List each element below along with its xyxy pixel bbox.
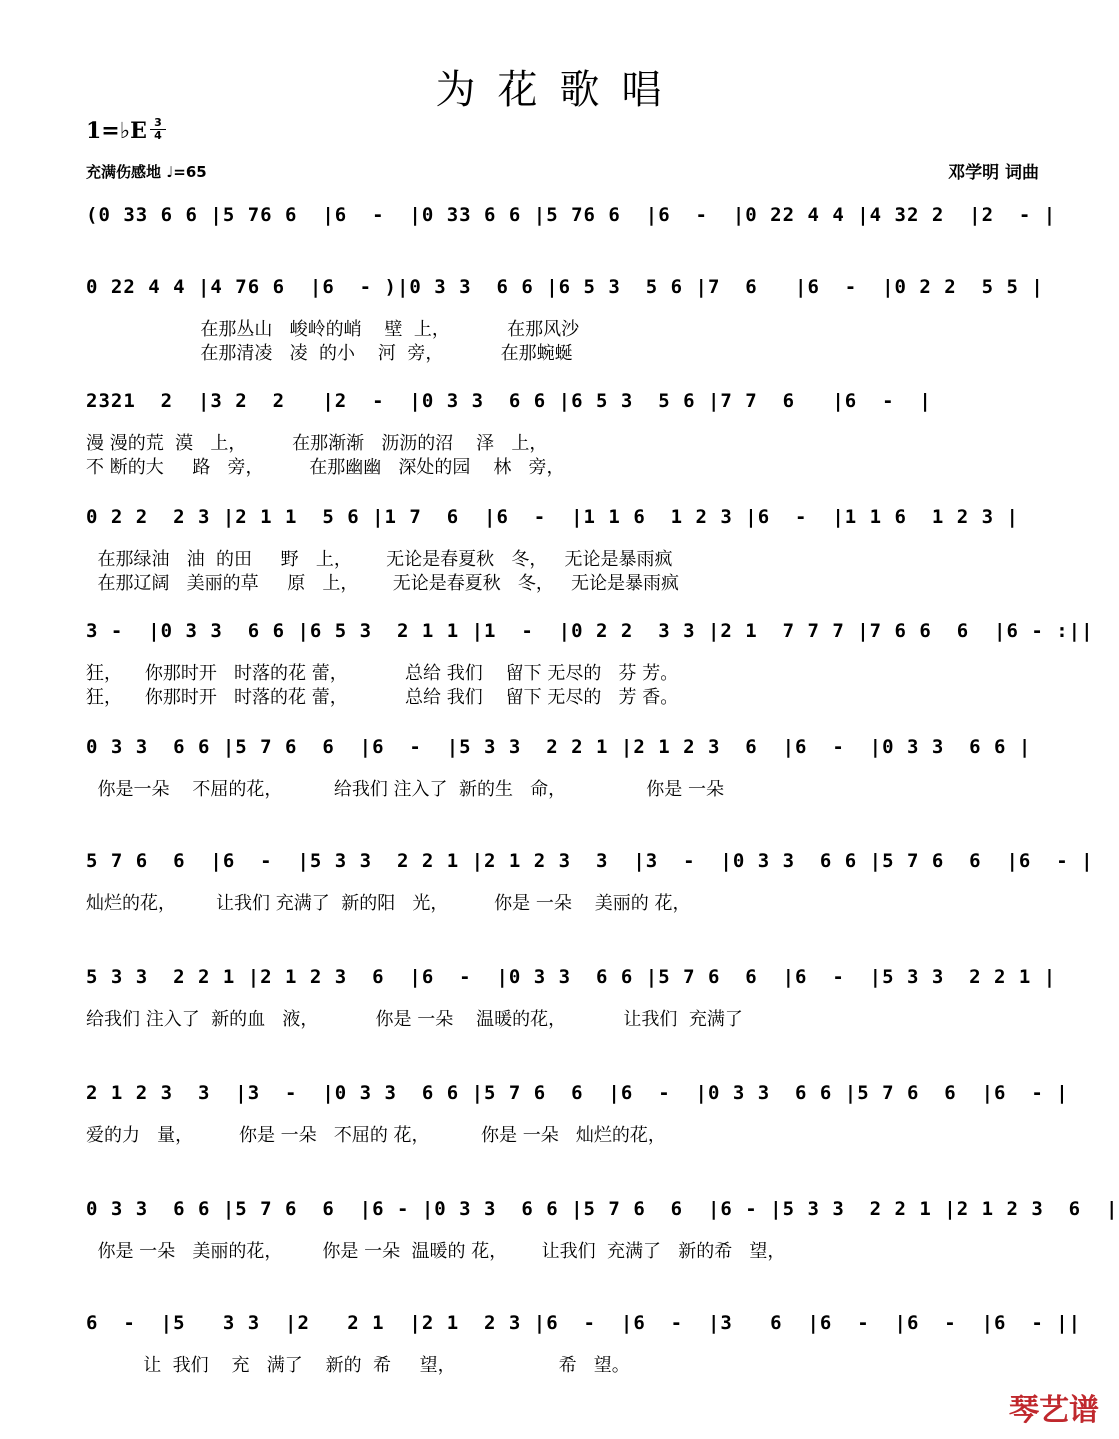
notation-line: 5 7 6 6 |6 - |5 3 3 2 2 1 |2 1 2 3 3 |3 - |0 3 3 6 6 |5 7 6 6 |6 - | (86, 850, 1094, 872)
tempo-marking: 充满伤感地 ♩=65 (86, 163, 207, 181)
lyric-verse-1: 漫 漫的荒 漠 上， 在那渐渐 沥沥的沼 泽 上， (86, 433, 548, 454)
song-title: 为花歌唱 (435, 67, 684, 113)
staff-system (0, 386, 1119, 486)
staff-system (0, 962, 1119, 1062)
lyric-verse-2: 不 断的大 路 旁， 在那幽幽 深处的园 林 旁， (86, 457, 565, 478)
notation-line: 0 3 3 6 6 |5 7 6 6 |6 - |0 3 3 6 6 |5 7 6 6 |6 - |5 3 3 2 2 1 |2 1 2 3 6 | (86, 1198, 1119, 1220)
notation-line: (0 33 6 6 |5 76 6 |6 - |0 33 6 6 |5 76 6 |6 - |0 22 4 4 |4 32 2 |2 - | (86, 204, 1057, 226)
lyric-verse-2: 在那清凌 凌 的小 河 旁， 在那蜿蜒 (86, 343, 573, 364)
notation-line: 2 1 2 3 3 |3 - |0 3 3 6 6 |5 7 6 6 |6 - |0 3 3 6 6 |5 7 6 6 |6 - | (86, 1082, 1069, 1104)
lyric-verse-1: 让 我们 充 满了 新的 希 望， 希 望。 (86, 1355, 630, 1376)
lyric-verse-1: 在那丛山 峻岭的峭 壁 上， 在那风沙 (86, 319, 580, 340)
staff-system (0, 272, 1119, 372)
staff-system (0, 1308, 1119, 1408)
lyric-verse-1: 你是一朵 不屈的花， 给我们 注入了 新的生 命， 你是 一朵 (86, 779, 724, 800)
lyric-verse-2: 在那辽阔 美丽的草 原 上， 无论是春夏秋 冬， 无论是暴雨疯 (86, 573, 680, 594)
notation-line: 0 2 2 2 3 |2 1 1 5 6 |1 7 6 |6 - |1 1 6 1 2 3 |6 - |1 1 6 1 2 3 | (86, 506, 1019, 528)
staff-system (0, 616, 1119, 716)
lyric-verse-1: 你是 一朵 美丽的花， 你是 一朵 温暖的 花， 让我们 充满了 新的希 望， (86, 1241, 786, 1262)
staff-system (0, 732, 1119, 832)
lyric-verse-1: 爱的力 量， 你是 一朵 不屈的 花， 你是 一朵 灿烂的花， (86, 1125, 666, 1146)
notation-line: 6 - |5 3 3 |2 2 1 |2 1 2 3 |6 - |6 - |3 6 |6 - |6 - |6 - || (86, 1312, 1082, 1334)
notation-line: 3 - |0 3 3 6 6 |6 5 3 2 1 1 |1 - |0 2 2 3 3 |2 1 7 7 7 |7 6 6 6 |6 - :|| (86, 620, 1094, 642)
staff-system (0, 502, 1119, 602)
time-signature-top: 3 (154, 116, 162, 129)
lyric-verse-2: 狂， 你那时开 时落的花 蕾， 总给 我们 留下 无尽的 芳 香。 (86, 687, 679, 708)
notation-line: 5 3 3 2 2 1 |2 1 2 3 6 |6 - |0 3 3 6 6 |5 7 6 6 |6 - |5 3 3 2 2 1 | (86, 966, 1057, 988)
staff-system (0, 1194, 1119, 1294)
brand-logo: 琴艺谱 (1009, 1393, 1099, 1428)
author-credit: 邓学明 词曲 (948, 163, 1039, 183)
time-signature (150, 117, 166, 142)
notation-line: 0 3 3 6 6 |5 7 6 6 |6 - |5 3 3 2 2 1 |2 1 2 3 6 |6 - |0 3 3 6 6 | (86, 736, 1032, 758)
lyric-verse-1: 狂， 你那时开 时落的花 蕾， 总给 我们 留下 无尽的 芬 芳。 (86, 663, 679, 684)
time-signature-bottom: 4 (150, 129, 166, 142)
lyric-verse-1: 灿烂的花， 让我们 充满了 新的阳 光， 你是 一朵 美丽的 花， (86, 893, 691, 914)
lyric-verse-1: 在那绿油 油 的田 野 上， 无论是春夏秋 冬， 无论是暴雨疯 (86, 549, 673, 570)
lyric-verse-1: 给我们 注入了 新的血 液， 你是 一朵 温暖的花， 让我们 充满了 (86, 1009, 743, 1030)
key-signature: 1=♭E (86, 118, 147, 144)
staff-system (0, 846, 1119, 946)
notation-line: 0 22 4 4 |4 76 6 |6 - )|0 3 3 6 6 |6 5 3 5 6 |7 6 |6 - |0 2 2 5 5 | (86, 276, 1044, 298)
staff-system (0, 1078, 1119, 1178)
notation-line: 2321 2 |3 2 2 |2 - |0 3 3 6 6 |6 5 3 5 6 |7 7 6 |6 - | (86, 390, 932, 412)
